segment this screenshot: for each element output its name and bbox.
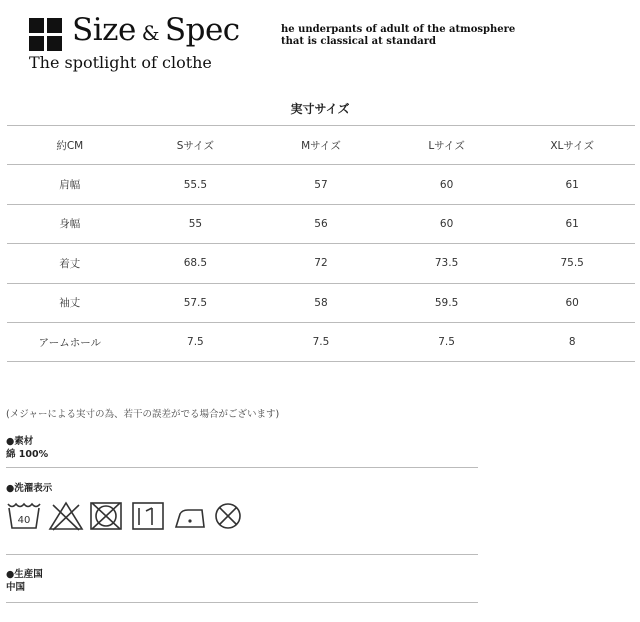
brand-subtitle: The spotlight of clothe xyxy=(29,53,212,72)
table-title: 実寸サイズ xyxy=(290,102,350,116)
table-cell: 61 xyxy=(565,217,579,230)
table-cell: 60 xyxy=(439,217,454,230)
care-label: ●洗濯表示 xyxy=(6,483,53,494)
row-label-cell: アームホール xyxy=(38,336,102,349)
table-row xyxy=(7,204,635,243)
tagline: he underpants of adult of the atmosphere that is classical at standard xyxy=(281,24,516,47)
iron-low-icon xyxy=(172,500,208,536)
line-dry-icon xyxy=(130,500,166,536)
table-cell: 55.5 xyxy=(183,178,208,191)
origin-label: ●生産国 xyxy=(6,569,43,580)
table-cell: 57 xyxy=(314,178,328,191)
table-cell: 7.5 xyxy=(187,336,204,349)
table-cell: 59.5 xyxy=(434,296,459,309)
table-header-row xyxy=(7,126,635,165)
table-cell: 7.5 xyxy=(312,336,330,349)
table-cell: XLサイズ xyxy=(550,139,595,152)
table-cell: 75.5 xyxy=(560,257,584,270)
table-cell: 61 xyxy=(565,178,579,191)
material-label: ●素材 xyxy=(6,436,34,447)
table-cell: 73.5 xyxy=(434,257,459,270)
header xyxy=(0,0,640,90)
logo-grid-icon xyxy=(29,18,62,51)
row-label-cell: 着丈 xyxy=(59,257,81,270)
row-label-cell: 身幅 xyxy=(59,218,81,231)
no-bleach-icon xyxy=(48,500,84,536)
table-row xyxy=(7,283,635,322)
table-cell: 58 xyxy=(314,296,328,309)
measurement-note: (メジャーによる実寸の為、若干の誤差がでる場合がございます) xyxy=(6,409,280,420)
size-table xyxy=(7,125,635,362)
table-cell: 68.5 xyxy=(183,257,208,270)
table-cell: Sサイズ xyxy=(176,139,215,152)
wash-40-tub-icon xyxy=(6,500,42,536)
divider xyxy=(6,554,478,555)
table-cell: Lサイズ xyxy=(428,139,465,152)
table-cell: 55 xyxy=(188,217,203,230)
table-cell: 56 xyxy=(314,217,328,230)
table-cell: 57.5 xyxy=(183,296,208,309)
table-cell: 7.5 xyxy=(438,336,455,349)
row-label-cell: 肩幅 xyxy=(59,179,81,192)
row-label-cell: 袖丈 xyxy=(59,297,81,310)
no-dry-clean-icon xyxy=(210,500,246,536)
row-label-cell: 約CM xyxy=(56,139,84,152)
origin-value: 中国 xyxy=(6,582,26,593)
brand-title: Size & Spec xyxy=(72,12,240,48)
material-value: 綿 100% xyxy=(6,449,49,460)
table-row xyxy=(7,165,635,204)
svg-text:40: 40 xyxy=(17,515,31,526)
table-cell: 8 xyxy=(568,336,576,349)
divider xyxy=(6,602,478,603)
table-row xyxy=(7,244,635,283)
table-cell: 72 xyxy=(314,257,328,270)
table-row xyxy=(7,322,635,361)
divider xyxy=(6,467,478,468)
no-tumble-dry-icon xyxy=(88,500,124,536)
table-cell: 60 xyxy=(565,296,579,309)
table-cell: Mサイズ xyxy=(301,139,341,152)
table-cell: 60 xyxy=(439,178,454,191)
